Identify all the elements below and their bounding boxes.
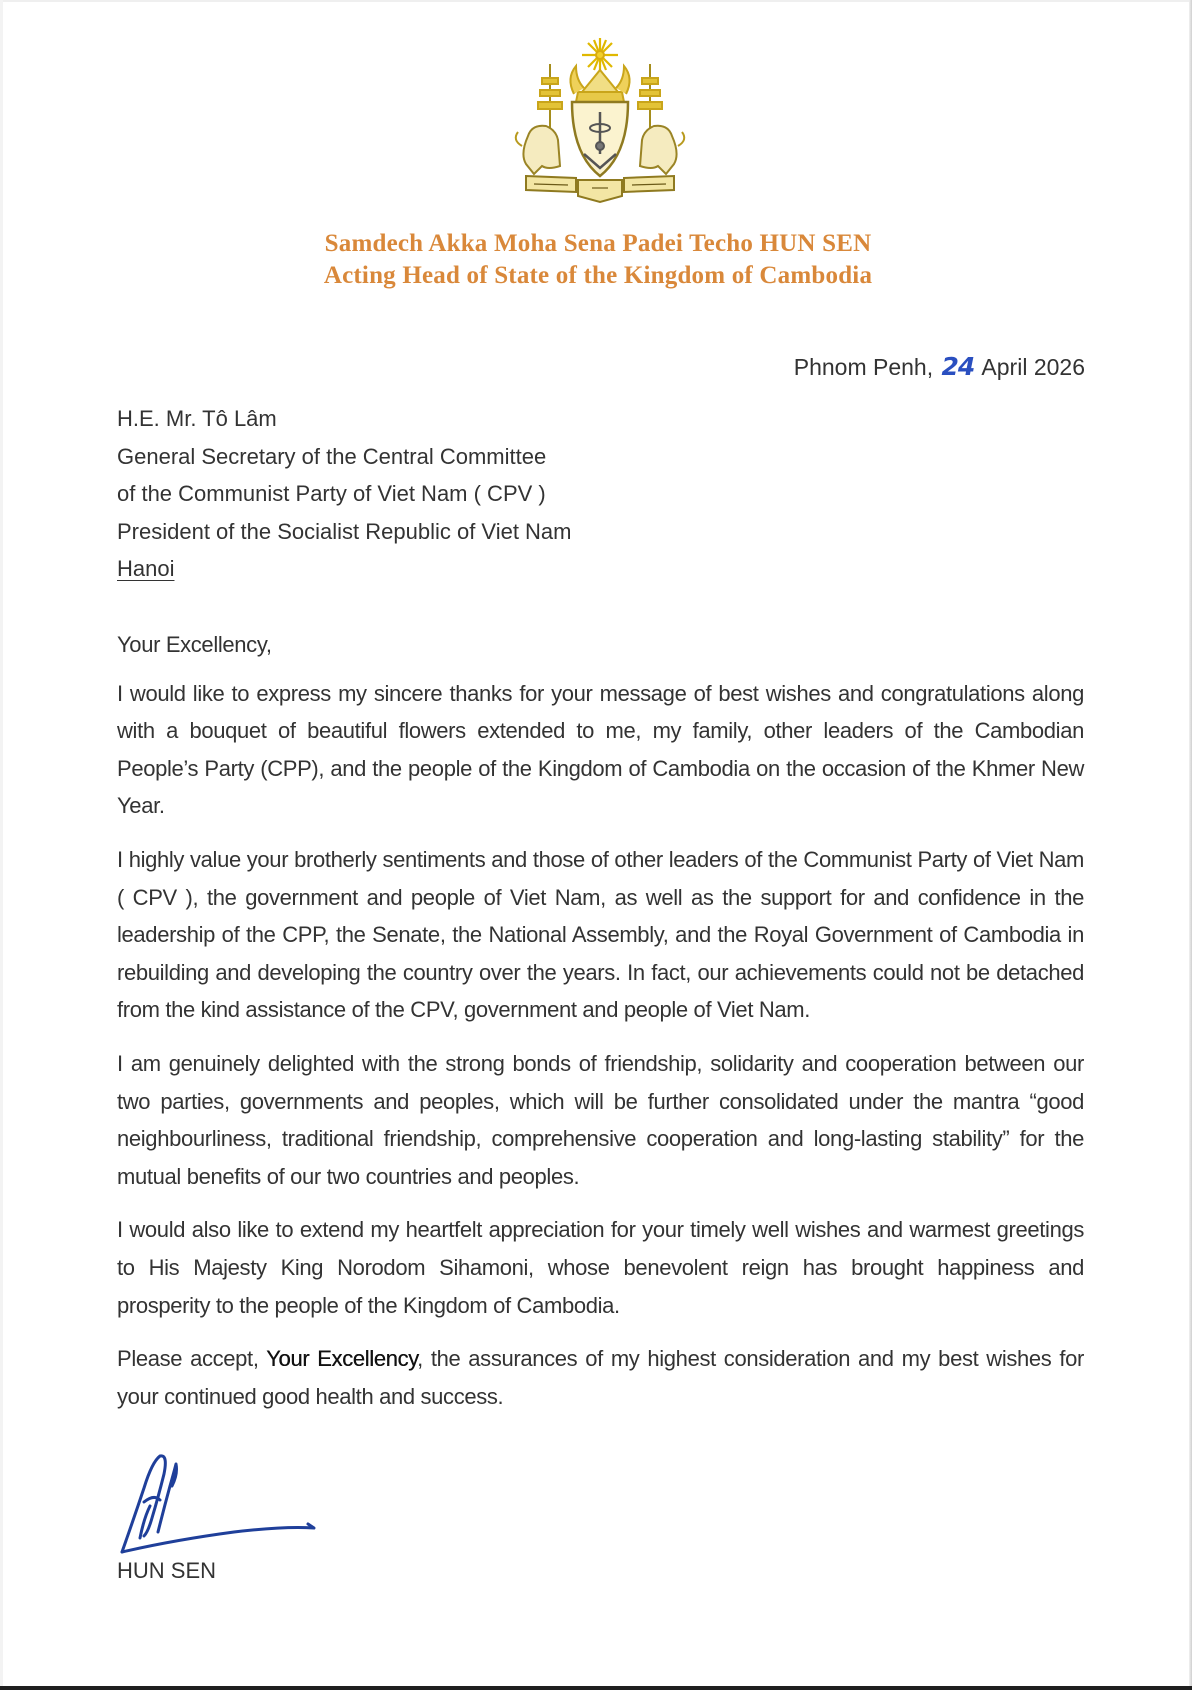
salutation: Your Excellency,	[117, 632, 272, 657]
paragraph-3: I am genuinely delighted with the strong bonds of friendship, solidarity and cooperation between our two parties, governments and peoples, which will be further consolidated under the mantra “good neighbourliness, traditional friendship, comprehensive cooperation and long-lasting stability” for the mutual benefits of our two countries and peoples.	[117, 1050, 1084, 1189]
recipient-city: Hanoi	[117, 556, 175, 581]
closing-after: , the assurances of my highest consideration and my best wishes for your continued good health and success.	[117, 1346, 1085, 1409]
letterhead	[0, 228, 1192, 292]
page-edge-top	[0, 0, 1192, 2]
paragraph-2: I highly value your brotherly sentiments and those of other leaders of the Communist Party of Viet Nam ( CPV ), the government and people of Viet Nam, as well as the support for and confidence in the leadership of the CPP, the Senate, the National Assembly, and the Royal Government of Cambodia in rebuilding and developing the country over the years. In fact, our achievements could not be detached from the kind assistance of the CPV, government and people of Viet Nam.	[117, 846, 1084, 1023]
handwritten-signature-icon	[114, 1448, 324, 1568]
paragraph-1: I would like to express my sincere thanks for your message of best wishes and congratulations along with a bouquet of beautiful flowers extended to me, my family, other leaders of the Cambodian People’s Party (CPP), and the people of the Kingdom of Cambodia on the occasion of the Khmer New Year.	[117, 680, 1084, 819]
page-edge-bottom	[0, 1686, 1192, 1690]
date-line	[794, 352, 1085, 381]
closing-emphasis: Your Excellency	[266, 1346, 418, 1372]
letterhead-title: Acting Head of State of the Kingdom of Cambodia	[323, 262, 873, 289]
recipient-title-3: President of the Socialist Republic of Viet Nam	[117, 518, 572, 544]
recipient-name: H.E. Mr. Tô Lâm	[117, 406, 277, 431]
closing-paragraph	[117, 1340, 1084, 1415]
signer-name: HUN SEN	[117, 1558, 217, 1583]
recipient-title-1: General Secretary of the Central Committee	[117, 443, 547, 469]
paragraph-4: I would also like to extend my heartfelt appreciation for your timely well wishes and warmest greetings to His Majesty King Norodom Sihamoni, whose benevolent reign has brought happiness and prosperity to the people of the Kingdom of Cambodia.	[117, 1217, 1084, 1318]
letterhead-name: Samdech Akka Moha Sena Padei Techo HUN SEN	[324, 230, 872, 257]
recipient-address-block	[117, 400, 572, 588]
recipient-title-2: of the Communist Party of Viet Nam ( CPV )	[117, 481, 546, 506]
closing-before: Please accept,	[117, 1346, 267, 1372]
royal-arms-emblem-icon	[512, 36, 688, 208]
date-day-handwritten: 24	[941, 352, 975, 381]
letter-body	[117, 626, 1084, 1431]
date-place: Phnom Penh,	[793, 354, 934, 380]
date-month-year: April 2026	[981, 354, 1085, 380]
